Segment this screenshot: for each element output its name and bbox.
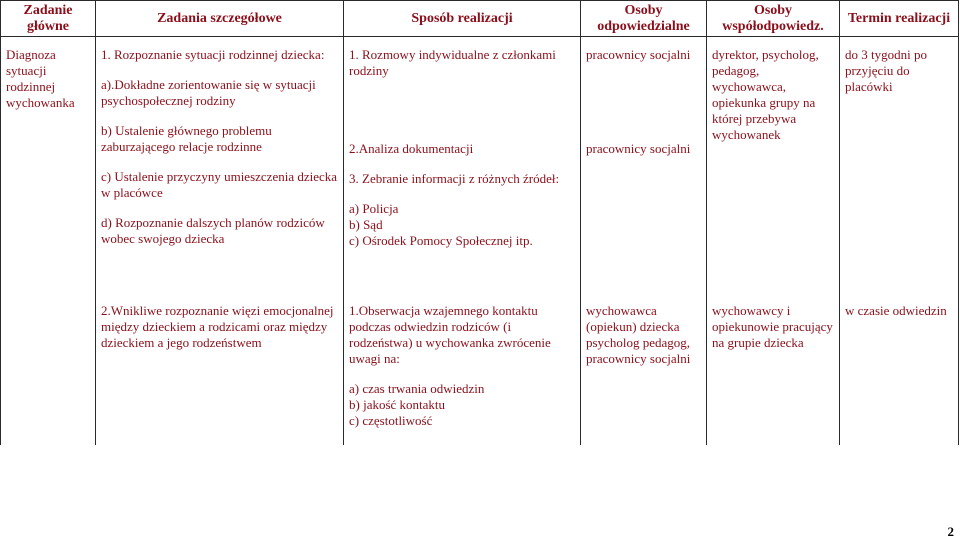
- page-number: 2: [947, 524, 954, 539]
- detailed-task-item: 1. Rozpoznanie sytuacji rodzinnej dziecka:: [101, 46, 325, 62]
- co-responsible-cell: [707, 301, 840, 445]
- header-method: Sposób realizacji: [344, 1, 581, 37]
- responsible-item: pracownicy socjalni: [586, 46, 691, 62]
- method-item: a) czas trwania odwiedzin: [349, 380, 485, 396]
- detailed-task-item: 2.Wnikliwe rozpoznanie więzi emocjonalnej między dzieckiem a rodzicami oraz między dzieckiem a jego rodzeństwem: [101, 302, 334, 350]
- deadline-cell: [840, 45, 959, 301]
- deadline-cell: [840, 301, 959, 445]
- co-responsible-text: wychowawcy i opiekunowie pracujący na grupie dziecka: [712, 302, 833, 350]
- method-item: b) jakość kontaktu: [349, 396, 446, 412]
- responsible-item: wychowawca (opiekun) dziecka psycholog pedagog, pracownicy socjalni: [586, 302, 691, 366]
- detailed-task-item: a).Dokładne zorientowanie się w sytuacji psychospołecznej rodziny: [101, 76, 316, 108]
- co-responsible-text: dyrektor, psycholog, pedagog, wychowawca, opiekunka grupy na której przebywa wychowanek: [712, 46, 819, 142]
- header-detailed-tasks: Zadania szczegółowe: [96, 1, 344, 37]
- main-task-cell: [1, 45, 96, 301]
- method-item: b) Sąd: [349, 216, 383, 232]
- main-task-text: Diagnoza sytuacji rodzinnej wychowanka: [6, 46, 75, 110]
- header-responsible: Osoby odpowiedzialne: [581, 1, 707, 37]
- method-item: 1. Rozmowy indywidualne z członkami rodziny: [349, 46, 556, 78]
- method-item: 1.Obserwacja wzajemnego kontaktu podczas odwiedzin rodziców (i rodzeństwa) u wychowanka zwrócenie uwagi na:: [349, 302, 551, 366]
- header-main-task: Zadanie główne: [1, 1, 96, 37]
- co-responsible-cell: [707, 45, 840, 301]
- header-deadline: Termin realizacji: [840, 1, 959, 37]
- main-task-cell: [1, 301, 96, 445]
- method-item: c) częstotliwość: [349, 412, 433, 428]
- responsible-cell: [581, 45, 707, 301]
- header-gap-row: [1, 37, 959, 45]
- detailed-tasks-cell: [96, 301, 344, 445]
- method-item: 3. Zebranie informacji z różnych źródeł:: [349, 170, 560, 186]
- table-header-row: [1, 1, 959, 37]
- method-cell: [344, 301, 581, 445]
- method-item: c) Ośrodek Pomocy Społecznej itp.: [349, 232, 533, 248]
- deadline-text: w czasie odwiedzin: [845, 302, 947, 318]
- method-item: 2.Analiza dokumentacji: [349, 140, 474, 156]
- responsible-cell: [581, 301, 707, 445]
- header-co-responsible: Osoby współodpowiedz.: [707, 1, 840, 37]
- detailed-task-item: c) Ustalenie przyczyny umieszczenia dziecka w placówce: [101, 168, 338, 200]
- detailed-task-item: b) Ustalenie głównego problemu zaburzającego relacje rodzinne: [101, 122, 272, 154]
- method-item: a) Policja: [349, 200, 399, 216]
- deadline-text: do 3 tygodni po przyjęciu do placówki: [845, 46, 927, 94]
- detailed-task-item: d) Rozpoznanie dalszych planów rodziców wobec swojego dziecka: [101, 214, 325, 246]
- method-cell: [344, 45, 581, 301]
- table-row: [1, 45, 959, 301]
- responsible-item: pracownicy socjalni: [586, 140, 691, 156]
- table-row: [1, 301, 959, 445]
- detailed-tasks-cell: [96, 45, 344, 301]
